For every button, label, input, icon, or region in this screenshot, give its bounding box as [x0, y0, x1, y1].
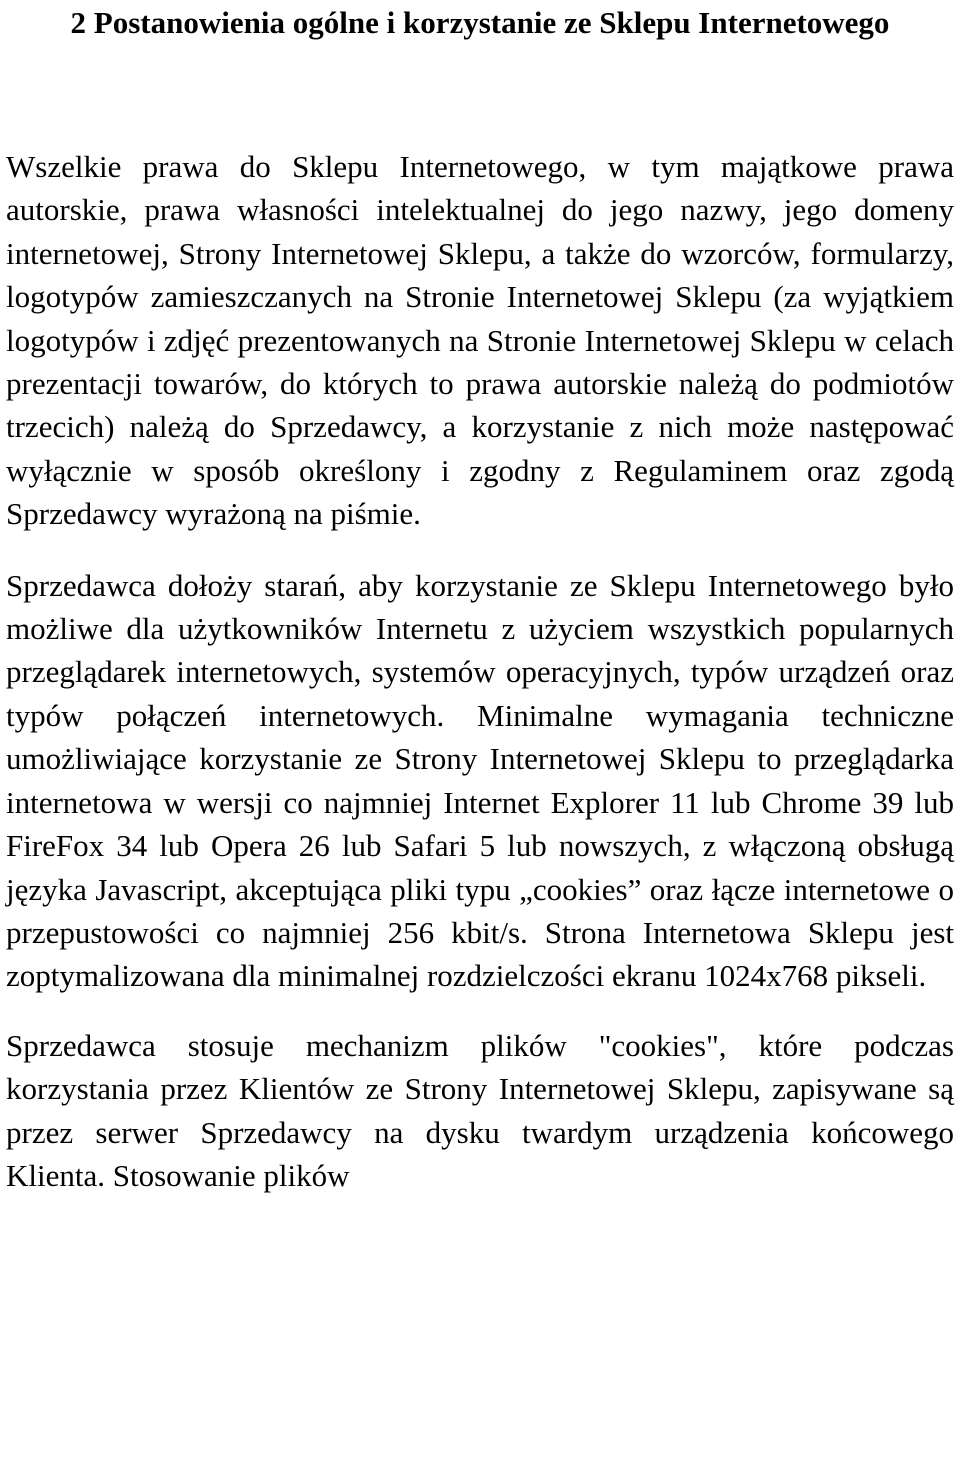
document-page	[6, 0, 954, 1197]
paragraph-technical-requirements: Sprzedawca dołoży starań, aby korzystanie ze Sklepu Internetowego było możliwe dla użytkowników Internetu z użyciem wszystkich popularnych przeglądarek internetowych, systemów operacyjnych, typów urządzeń oraz typów połączeń internetowych. Minimalne wymagania techniczne umożliwiające korzystanie ze Strony Internetowej Sklepu to przeglądarka internetowa w wersji co najmniej Internet Explorer 11 lub Chrome 39 lub FireFox 34 lub Opera 26 lub Safari 5 lub nowszych, z włączoną obsługą języka Javascript, akceptująca pliki typu „cookies” oraz łącze internetowe o przepustowości co najmniej 256 kbit/s. Strona Internetowa Sklepu jest zoptymalizowana dla minimalnej rozdzielczości ekranu 1024x768 pikseli.	[6, 567, 954, 994]
paragraph-cookies: Sprzedawca stosuje mechanizm plików "cookies", które podczas korzystania przez Klientów ze Strony Internetowej Sklepu, zapisywane są przez serwer Sprzedawcy na dysku twardym urządzenia końcowego Klienta. Stosowanie plików	[6, 1027, 954, 1193]
paragraph-copyright: Wszelkie prawa do Sklepu Internetowego, w tym majątkowe prawa autorskie, prawa własności intelektualnej do jego nazwy, jego domeny internetowej, Strony Internetowej Sklepu, a także do wzorców, formularzy, logotypów zamieszczanych na Stronie Internetowej Sklepu (za wyjątkiem logotypów i zdjęć prezentowanych na Stronie Internetowej Sklepu w celach prezentacji towarów, do których to prawa autorskie należą do podmiotów trzecich) należą do Sprzedawcy, a korzystanie z nich może następować wyłącznie w sposób określony i zgodny z Regulaminem oraz zgodą Sprzedawcy wyrażoną na piśmie.	[6, 149, 954, 532]
section-heading: 2 Postanowienia ogólne i korzystanie ze Sklepu Internetowego	[70, 5, 890, 40]
